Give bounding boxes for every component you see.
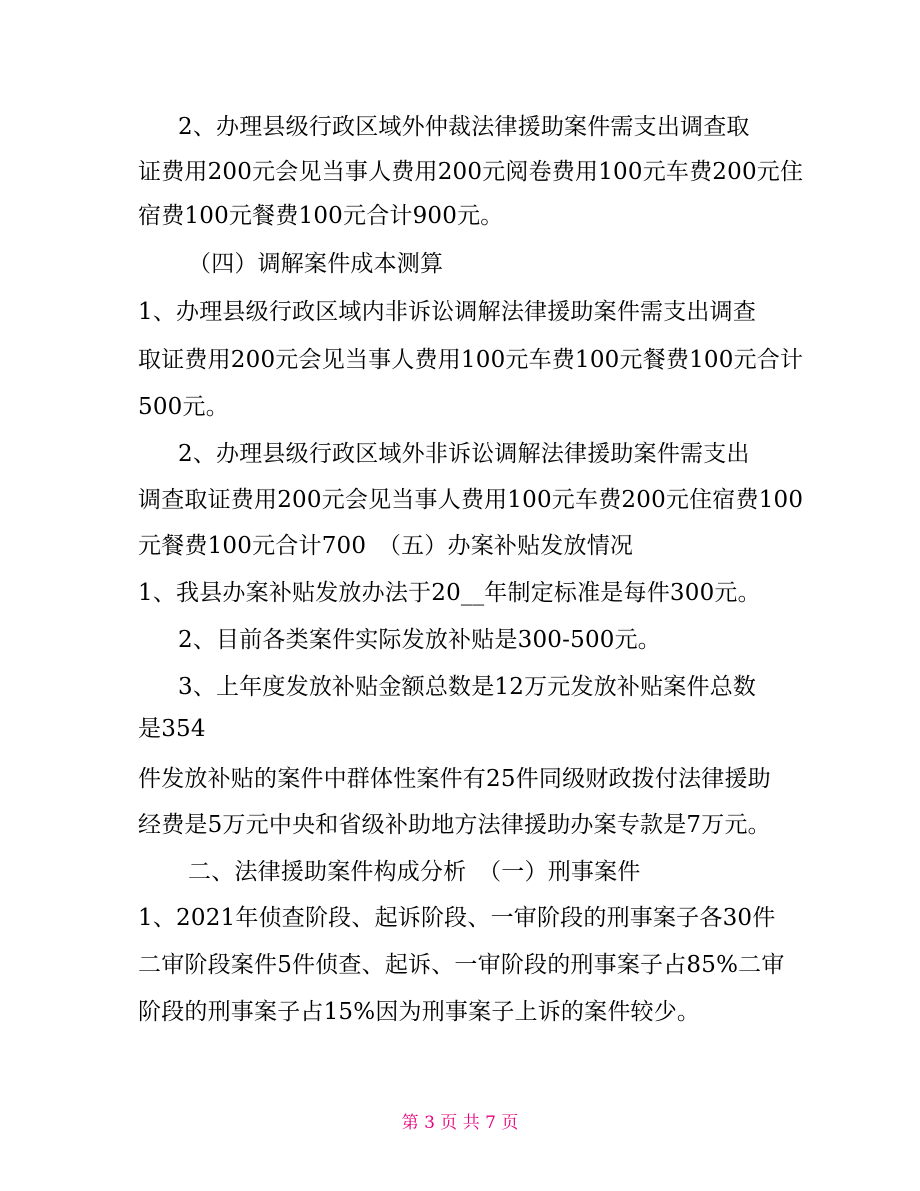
section-heading: 二、法律援助案件构成分析 （一）刑事案件 (188, 859, 641, 885)
paragraph-line: 证费用200元会见当事人费用200元阅卷费用100元车费200元住 (138, 159, 804, 185)
paragraph-line: 宿费100元餐费100元合计900元。 (138, 203, 504, 229)
paragraph-line: 阶段的刑事案子占15%因为刑事案子上诉的案件较少。 (138, 999, 701, 1025)
paragraph-line: 2、办理县级行政区域外仲裁法律援助案件需支出调查取 (178, 114, 750, 140)
paragraph-line: 取证费用200元会见当事人费用100元车费100元餐费100元合计 (138, 347, 804, 373)
paragraph-line: 2、办理县级行政区域外非诉讼调解法律援助案件需支出 (178, 441, 750, 467)
paragraph-line: 经费是5万元中央和省级补助地方法律援助办案专款是7万元。 (138, 812, 771, 838)
section-heading: （四）调解案件成本测算 (188, 251, 444, 277)
paragraph-line: 元餐费100元合计700 （五）办案补贴发放情况 (138, 533, 634, 559)
page-number-footer: 第 3 页 共 7 页 (401, 1113, 519, 1133)
paragraph-line: 3、上年度发放补贴金额总数是12万元发放补贴案件总数 (178, 674, 757, 700)
paragraph-line: 1、2021年侦查阶段、起诉阶段、一审阶段的刑事案子各30件 (138, 905, 776, 931)
paragraph-line: 1、办理县级行政区域内非诉讼调解法律援助案件需支出调查 (138, 299, 757, 325)
paragraph-line: 件发放补贴的案件中群体性案件有25件同级财政拨付法律援助 (138, 766, 771, 792)
paragraph-line: 调查取证费用200元会见当事人费用100元车费200元住宿费100 (138, 487, 804, 513)
paragraph-line: 500元。 (138, 394, 229, 420)
paragraph-line: 是354 (138, 716, 206, 742)
paragraph-line: 二审阶段案件5件侦查、起诉、一审阶段的刑事案子占85%二审 (138, 952, 785, 978)
paragraph-line: 1、我县办案补贴发放办法于20__年制定标准是每件300元。 (138, 580, 761, 606)
paragraph-line: 2、目前各类案件实际发放补贴是300-500元。 (178, 627, 662, 653)
